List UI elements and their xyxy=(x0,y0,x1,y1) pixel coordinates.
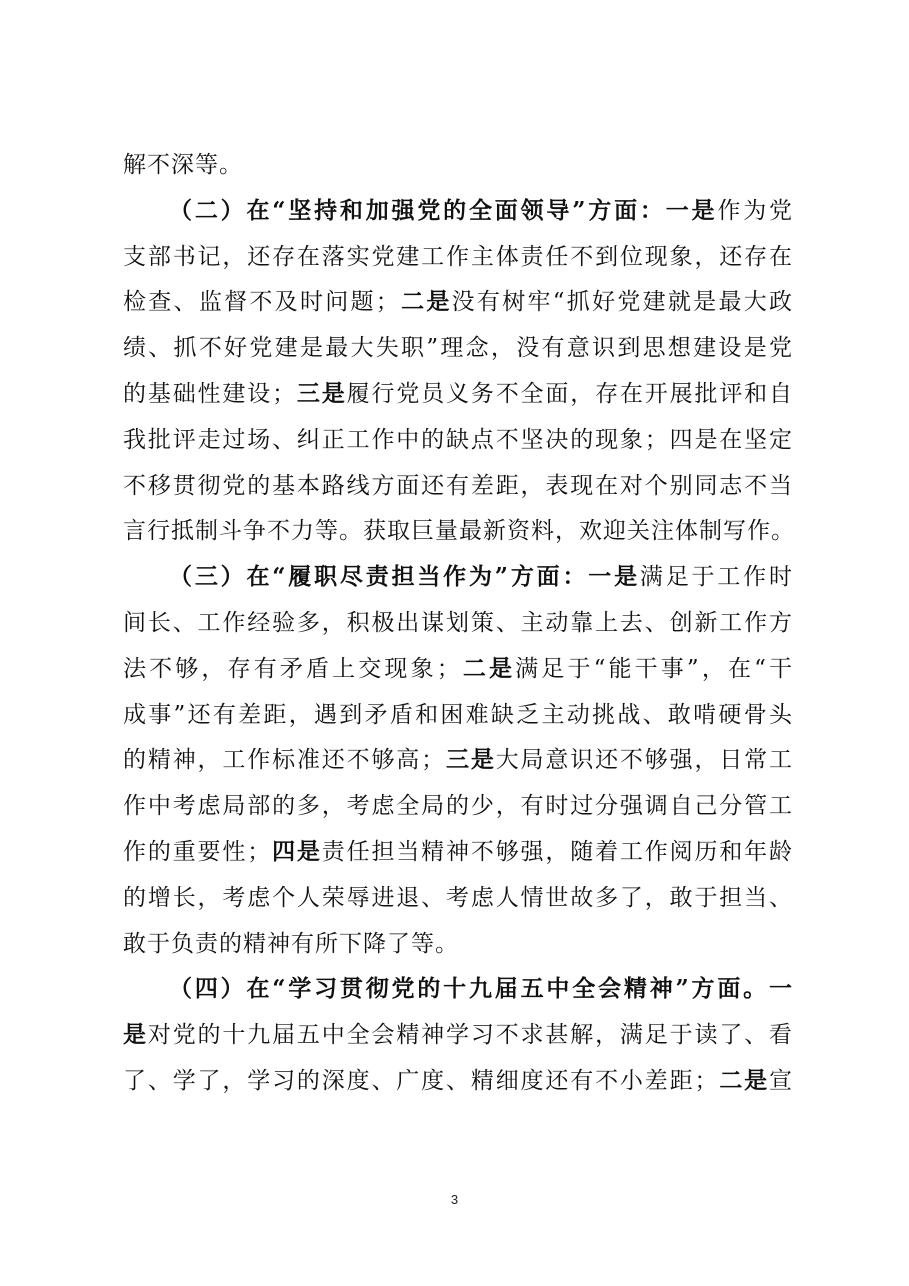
bold-text: （四）在“学习贯彻党的十九届五中全会精神”方面。一 xyxy=(169,975,793,1003)
text-line xyxy=(123,233,793,281)
text-segment: 满足于工作时 xyxy=(639,564,793,591)
text-segment: 履行党员义务不全面，存在开展批评和自 xyxy=(346,381,794,407)
text-segment: 对党的十九届五中全会精神学习不求甚解，满足于读了、看 xyxy=(147,1022,794,1049)
text-segment: 作的重要性； xyxy=(123,839,272,865)
text-segment: 责任担当精神不够强，随着工作阅历和年龄 xyxy=(321,839,794,865)
text-segment: 言行抵制斗争不力等。获取巨量最新资料，欢迎关注体制写作。 xyxy=(123,518,795,545)
bold-text: 三是 xyxy=(445,746,496,774)
text-line xyxy=(123,645,793,693)
text-line xyxy=(169,965,793,1013)
text-line xyxy=(169,553,793,601)
text-line xyxy=(123,370,793,418)
text-line xyxy=(123,141,793,189)
text-line xyxy=(123,1057,793,1105)
text-line xyxy=(123,278,793,326)
text-line xyxy=(123,782,793,830)
bold-text: 四是 xyxy=(271,838,322,865)
text-line xyxy=(123,691,793,739)
text-segment: 满足于“能干事”，在“干 xyxy=(515,655,794,682)
text-line xyxy=(123,324,793,372)
text-line xyxy=(123,736,793,784)
text-segment: 的增长，考虑个人荣辱进退、考虑人情世故多了，敢于担当、 xyxy=(123,884,793,911)
text-segment: 的精神，工作标准还不够高； xyxy=(123,747,446,774)
text-segment: 检查、监督不及时问题； xyxy=(123,289,400,316)
bold-text: 二是 xyxy=(399,288,452,316)
text-segment: 了、学了，学习的深度、广度、精细度还有不小差距； xyxy=(123,1068,719,1094)
text-segment: 我批评走过场、纠正工作中的缺点不坚决的现象；四是在坚定 xyxy=(123,426,793,453)
text-line xyxy=(123,920,793,968)
text-segment: 作中考虑局部的多，考虑全局的少，有时过分强调自己分管工 xyxy=(123,793,793,820)
text-segment: 成事”还有差距，遇到矛盾和困难缺乏主动挑战、敢啃硬骨头 xyxy=(123,701,793,728)
bold-text: （三）在“履职尽责担当作为”方面：一是 xyxy=(169,563,640,591)
bold-text: 是 xyxy=(123,1021,148,1049)
text-segment: 没有树牢“抓好党建就是最大政 xyxy=(451,289,794,316)
text-segment: 绩、抓不好党建是最大失职”理念，没有意识到思想建设是党 xyxy=(123,335,793,362)
text-line xyxy=(123,874,793,922)
text-segment: 支部书记，还存在落实党建工作主体责任不到位现象，还存在 xyxy=(123,243,793,270)
text-segment: 法不够，存有矛盾上交现象； xyxy=(123,655,461,682)
text-segment: 宣 xyxy=(769,1068,794,1094)
text-segment: 解不深等。 xyxy=(123,152,243,178)
bold-text: 二是 xyxy=(718,1067,770,1094)
text-line xyxy=(169,187,793,235)
text-line xyxy=(123,599,793,647)
text-segment: 不移贯彻党的基本路线方面还有差距，表现在对个别同志不当 xyxy=(123,472,793,499)
bold-text: 二是 xyxy=(460,654,516,682)
text-segment: 敢于负责的精神有所下降了等。 xyxy=(123,930,459,957)
bold-text: 三是 xyxy=(296,380,347,407)
text-segment: 间长、工作经验多，积极出谋划策、主动靠上去、创新工作方 xyxy=(123,610,793,636)
text-segment: 作为党 xyxy=(717,197,794,224)
bold-text: （二）在“坚持和加强党的全面领导”方面：一是 xyxy=(169,196,718,224)
text-line xyxy=(123,1011,793,1059)
text-line xyxy=(123,828,793,876)
text-line xyxy=(123,462,793,510)
text-segment: 的基础性建设； xyxy=(123,381,297,407)
page-number: 3 xyxy=(450,1192,459,1207)
text-line xyxy=(123,416,793,464)
text-segment: 大局意识还不够强，日常工 xyxy=(495,747,794,774)
text-line xyxy=(123,507,793,555)
